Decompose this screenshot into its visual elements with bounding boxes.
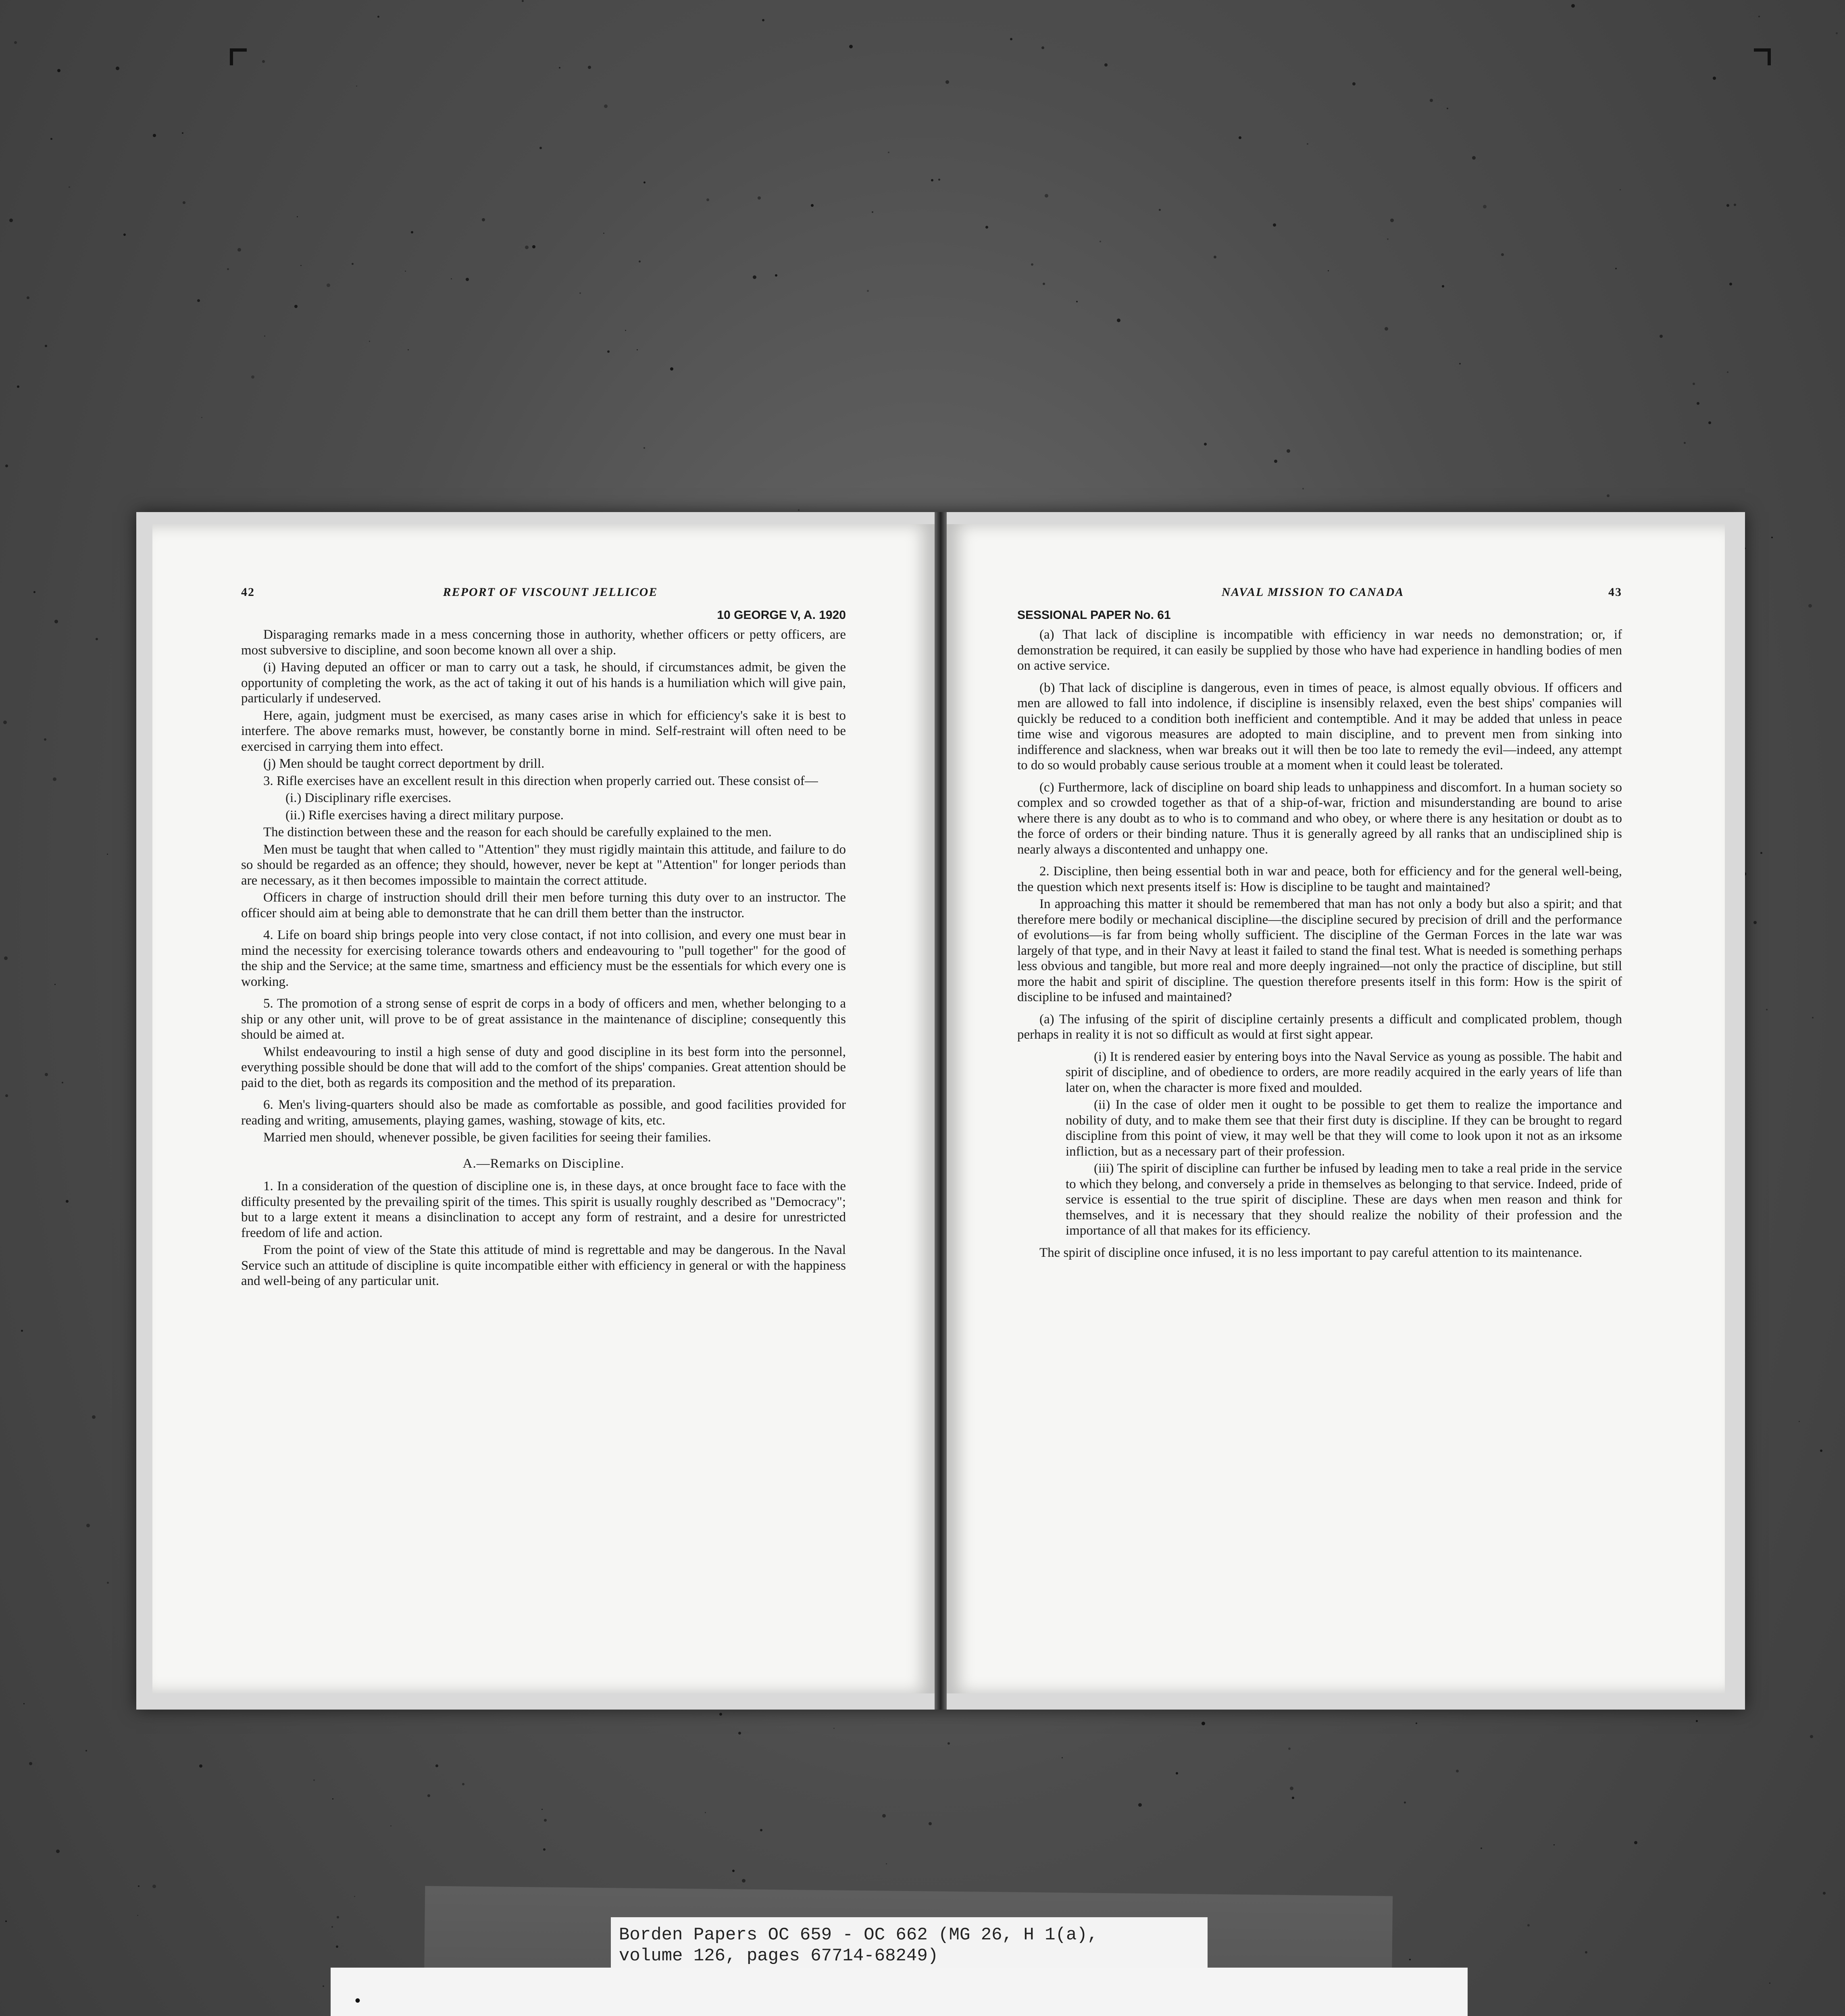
film-speck	[138, 1885, 140, 1887]
film-speck	[45, 345, 47, 347]
film-speck	[1760, 852, 1762, 854]
film-speck	[833, 1728, 835, 1729]
film-speck	[705, 1812, 706, 1813]
film-speck	[33, 591, 35, 593]
film-speck	[1634, 1841, 1637, 1844]
left-page-column	[241, 585, 846, 1291]
film-speck	[1104, 63, 1108, 67]
film-speck	[227, 268, 229, 270]
film-speck	[237, 248, 241, 252]
paragraph: 6. Men's living-quarters should also be made as comfortable as possible, and good facilities provided for reading and writing, amusements, playing games, washing, stowage of kits, etc.	[241, 1098, 846, 1128]
paragraph: (ii) In the case of older men it ought to be possible to get them to realize the importance and nobility of duty, and to make them see that their first duty is discipline. If they can be brought to regard discipline from this point of view, it may well be that they will come to look upon it not as an irksome infliction, but as a necessary part of their profession.	[1066, 1098, 1622, 1159]
film-speck	[775, 274, 777, 277]
film-speck	[44, 738, 46, 741]
film-speck	[1430, 99, 1433, 102]
film-speck	[183, 201, 185, 204]
paragraph: Married men should, whenever possible, be given facilities for seeing their families.	[263, 1130, 711, 1145]
film-speck	[1585, 1951, 1587, 1954]
film-speck	[607, 350, 610, 353]
paragraph: Whilst endeavouring to instil a high sense of duty and good discipline in its best form into the personnel, everything possible should be done that will add to the comfort of the ships' companies. Great attention should be paid to the diet, both as regards its composition and the method of its preparation.	[241, 1044, 846, 1090]
film-speck	[1409, 1959, 1411, 1960]
film-speck	[313, 1779, 315, 1781]
film-speck	[1771, 537, 1773, 538]
card-mark: •	[355, 1992, 361, 2010]
film-speck	[116, 67, 119, 70]
right-subhead: SESSIONAL PAPER No. 61	[1017, 608, 1171, 622]
paragraph: In approaching this matter it should be remembered that man has not only a body but also a spirit; and that therefore mere bodily or mechanical discipline—the discipline secured by precision of drill and the performance of evolutions—is far from being wholly sufficient. The discipline of the German Forces in the late war was largely of that type, and in their Navy at least it failed to stand the final test. What is needed is something perhaps less obvious and tangible, but more real and more deeply ingrained—not only the practice of discipline, but still more the habit and spirit of discipline. The question therefore presents itself in this form: How is the spirit of discipline to be infused and maintained?	[1017, 897, 1622, 1004]
film-speck	[1713, 77, 1716, 80]
film-speck	[66, 1200, 69, 1203]
film-speck	[1769, 1983, 1770, 1984]
film-speck	[352, 263, 354, 265]
paragraph: (i) Having deputed an officer or man to carry out a task, he should, if circumstances admit, be given the opportunity of completing the work, as the act of taking it out of his hands is a humiliation which will give pain, particularly if undeserved.	[241, 660, 846, 706]
film-speck	[1214, 256, 1216, 258]
film-speck	[559, 67, 560, 69]
film-speck	[377, 16, 379, 18]
paragraph: The spirit of discipline once infused, it is no less important to pay careful attention to its maintenance.	[1039, 1245, 1583, 1260]
left-running-head	[241, 585, 846, 600]
left-page-number: 42	[241, 585, 255, 599]
film-speck	[390, 1825, 391, 1826]
film-speck	[1472, 156, 1476, 160]
paragraph: (iii) The spirit of discipline can further be infused by leading men to take a real pride in the service to which they belong, and conversely a pride in themselves as belonging to that service. Indeed, pride of service is essential to the true spirit of discipline. These are days when men reason and think for themselves, and it is necessary that they should realize the nobility of their profession and the importance of all that makes for its efficiency.	[1066, 1161, 1622, 1238]
film-speck	[637, 349, 638, 350]
film-speck	[1138, 1803, 1142, 1807]
left-page-text	[241, 627, 846, 1289]
film-speck	[1302, 488, 1304, 489]
film-speck	[262, 60, 265, 63]
film-speck	[882, 1814, 886, 1818]
film-speck	[197, 299, 200, 302]
film-speck	[354, 1896, 355, 1897]
film-speck	[1307, 143, 1308, 145]
film-speck	[153, 134, 156, 137]
film-speck	[300, 265, 302, 266]
film-speck	[1100, 241, 1101, 242]
film-speck	[56, 1849, 60, 1853]
film-speck	[886, 1863, 887, 1864]
right-page	[947, 524, 1725, 1693]
film-speck	[1553, 1844, 1555, 1845]
film-speck	[579, 292, 581, 294]
film-speck	[45, 1073, 48, 1076]
film-speck	[762, 19, 764, 21]
film-speck	[643, 181, 646, 183]
film-speck	[1239, 136, 1241, 139]
film-speck	[451, 278, 452, 279]
paragraph: Here, again, judgment must be exercised, as many cases arise in which for efficiency's sake it is best to interfere. The above remarks must, however, be constantly borne in mind. Self-restraint will often need to be exercised in carrying them into effect.	[241, 708, 846, 754]
film-speck	[1729, 283, 1732, 285]
film-speck	[199, 1764, 202, 1768]
film-speck	[1202, 1722, 1205, 1725]
film-speck	[1481, 1847, 1482, 1849]
film-speck	[466, 278, 469, 281]
film-speck	[719, 1713, 722, 1716]
film-speck	[1696, 1720, 1698, 1722]
film-speck	[54, 620, 58, 623]
film-speck	[1274, 460, 1277, 463]
paragraph: 1. In a consideration of the question of discipline one is, in these days, at once brought face to face with the difficulty presented by the prevailing spirit of the times. This spirit is usually roughly described as "Democracy"; but to a large extent it means a disinclination to accept any form of restraint, and a desire for unrestricted freedom of life and action.	[241, 1179, 846, 1240]
film-speck	[57, 69, 60, 72]
film-speck	[1483, 205, 1487, 208]
film-speck	[1727, 371, 1728, 373]
film-speck	[588, 66, 591, 69]
film-speck	[670, 367, 673, 371]
film-speck	[541, 1809, 543, 1810]
film-speck	[1615, 268, 1617, 269]
film-speck	[337, 1916, 339, 1918]
paragraph: (a) The infusing of the spirit of discipline certainly presents a difficult and complicated problem, though perhaps in reality it is not so difficult as would at first sight appear.	[1017, 1012, 1622, 1042]
film-speck	[462, 1783, 464, 1785]
film-speck	[86, 1524, 90, 1527]
film-speck	[1812, 1017, 1814, 1018]
film-speck	[1726, 204, 1729, 207]
film-speck	[544, 1819, 547, 1822]
paragraph: A.—Remarks on Discipline.	[462, 1156, 625, 1171]
collection-label-line: Borden Papers OC 659 - OC 662 (MG 26, H 1(a),	[619, 1925, 1098, 1945]
film-speck	[798, 509, 800, 511]
film-speck	[85, 1750, 87, 1752]
film-speck	[29, 1762, 32, 1765]
film-speck	[1693, 383, 1695, 385]
paragraph: (j) Men should be taught correct deportment by drill.	[263, 756, 545, 771]
film-speck	[1387, 238, 1389, 240]
open-book	[136, 512, 1745, 1710]
film-speck	[1045, 194, 1048, 198]
film-speck	[482, 218, 485, 221]
film-speck	[435, 1764, 438, 1767]
film-speck	[251, 375, 254, 379]
film-speck	[405, 271, 406, 272]
paragraph: Officers in charge of instruction should drill their men before turning this duty over to an instructor. The officer should aim at being able to demonstrate that he can drill them better than the instructor.	[241, 890, 846, 921]
film-speck	[1447, 108, 1448, 109]
right-running-head	[1017, 585, 1622, 600]
film-speck	[738, 1732, 741, 1735]
film-speck	[1288, 1747, 1291, 1750]
film-speck	[54, 984, 56, 985]
right-page-number: 43	[1608, 585, 1622, 599]
film-speck	[1459, 363, 1461, 364]
collection-label-line: volume 126, pages 67714-68249)	[619, 1946, 939, 1966]
paragraph: (i) It is rendered easier by entering boys into the Naval Service as young as possible. The habit and spirit of discipline, and of obedience to orders, are more readily acquired in the early years of life than later on, when the character is more fixed and moulded.	[1066, 1049, 1622, 1095]
paragraph: (c) Furthermore, lack of discipline on board ship leads to unhappiness and discomfort. In a human society so complex and so crowded together as that of a ship-of-war, friction and misunderstanding are bound to arise where there is any doubt as to who is to command and who obey, or where there is any hesitation or doubt as to the force of orders or their binding nature. Thus it is generally agreed by all ranks that an undisciplined ship is nearly always a discontented and unhappy one.	[1017, 780, 1622, 857]
film-speck	[4, 956, 8, 960]
film-speck	[1456, 1770, 1459, 1772]
paragraph: 2. Discipline, then being essential both in war and peace, both for efficiency and for the general well-being, the question which next presents itself is: How is discipline to be taught and maintained?	[1017, 864, 1622, 894]
film-speck	[1758, 16, 1760, 17]
left-subhead: 10 GEORGE V, A. 1920	[717, 608, 846, 622]
film-speck	[1328, 270, 1329, 271]
film-speck	[96, 638, 98, 640]
film-speck	[1117, 319, 1120, 322]
film-speck	[1290, 1787, 1293, 1790]
film-speck	[1607, 494, 1610, 497]
film-speck	[1041, 46, 1044, 49]
film-speck	[69, 186, 70, 188]
film-speck	[625, 330, 626, 331]
paragraph: (ii.) Rifle exercises having a direct military purpose.	[285, 808, 564, 823]
film-speck	[411, 231, 413, 233]
film-speck	[525, 246, 529, 249]
film-speck	[758, 196, 761, 200]
film-speck	[1708, 421, 1711, 424]
film-speck	[1031, 263, 1033, 266]
paragraph: (i.) Disciplinary rifle exercises.	[285, 791, 452, 805]
film-speck	[753, 275, 756, 279]
film-speck	[985, 226, 988, 229]
left-page	[152, 524, 935, 1693]
archives-card	[331, 1968, 1468, 2016]
film-speck	[123, 233, 126, 236]
film-speck	[107, 1582, 109, 1584]
film-speck	[23, 1703, 25, 1704]
film-speck	[1176, 1772, 1178, 1774]
film-speck	[5, 464, 8, 467]
film-speck	[323, 1985, 324, 1987]
film-speck	[1753, 921, 1757, 924]
film-speck	[152, 1885, 156, 1888]
film-speck	[1273, 223, 1276, 227]
film-speck	[336, 1945, 338, 1948]
film-speck	[1385, 327, 1388, 331]
film-speck	[543, 1848, 546, 1851]
film-speck	[1159, 209, 1161, 211]
film-speck	[1808, 604, 1812, 608]
paragraph: (b) That lack of discipline is dangerous, even in times of peace, is almost equally obvious. If officers and men are allowed to fall into indolence, if discipline is insensibly relaxed, even the best ships' companies will quickly be reduced to a condition both inefficient and contemptible. And it may be added that unless in peace time wise and vigorous measures are adopted to main discipline, and to prevent men from sinking into indifference and slackness, when war breaks out it will then be too late to remedy the evil—indeed, any attempt to do so would probably cause serious trouble at a moment when it could least be tolerated.	[1017, 680, 1622, 773]
film-speck	[643, 447, 645, 449]
film-speck	[5, 1094, 8, 1097]
paragraph: 5. The promotion of a strong sense of esprit de corps in a body of officers and men, whether belonging to a ship or any other unit, will prove to be of great assistance in the maintenance of discipline; consequently this should be aimed at.	[241, 996, 846, 1042]
film-speck	[50, 138, 52, 140]
film-speck	[532, 245, 535, 248]
paragraph: The distinction between these and the reason for each should be carefully explained to the men.	[263, 825, 772, 839]
film-speck	[522, 0, 524, 2]
film-speck	[408, 349, 409, 350]
paragraph: Men must be taught that when called to "Attention" they must rigidly maintain this attitude, and failure to do so should be regarded as an offence; they should, however, never be kept at "Attention" for longer periods than are necessary, as it then becomes impossible to maintain the correct attitude.	[241, 842, 846, 888]
film-speck	[732, 1870, 735, 1872]
film-speck	[1390, 219, 1394, 222]
film-speck	[1076, 301, 1078, 302]
paragraph: (a) That lack of discipline is incompatible with efficiency in war needs no demonstration; or, if demonstration be required, it can easily be supplied by those who have had experience in handling bodies of men on active service.	[1017, 627, 1622, 673]
film-speck	[742, 1879, 745, 1883]
film-speck	[1820, 1450, 1822, 1452]
film-speck	[1527, 1924, 1530, 1926]
film-speck	[872, 211, 873, 213]
film-speck	[1799, 1421, 1800, 1422]
frame-corner-mark	[1754, 48, 1771, 65]
paragraph: 4. Life on board ship brings people into very close contact, if not into collision, and every one must bear in mind the necessity for exercising tolerance towards others and endeavouring to "pull together" for the good of the ship and the Service; at the same time, smartness and efficiency must be the essentials for which every one is working.	[241, 928, 846, 989]
film-speck	[929, 1822, 932, 1825]
film-speck	[21, 1330, 23, 1332]
film-speck	[1043, 283, 1045, 285]
film-speck	[1287, 449, 1290, 453]
left-running-title: REPORT OF VISCOUNT JELLICOE	[443, 585, 658, 599]
paragraph: Disparaging remarks made in a mess concerning those in authority, whether officers or petty officers, are most subversive to discipline, and soon become known all over a ship.	[241, 627, 846, 658]
film-speck	[327, 283, 330, 287]
film-speck	[356, 85, 357, 87]
frame-corner-mark	[230, 48, 247, 65]
film-speck	[297, 216, 298, 217]
book-gutter	[935, 512, 947, 1710]
film-speck	[938, 179, 940, 181]
film-speck	[107, 854, 108, 855]
film-speck	[5, 1920, 7, 1922]
film-speck	[14, 41, 17, 44]
film-speck	[1660, 335, 1663, 338]
film-speck	[17, 385, 19, 388]
film-speck	[27, 296, 29, 299]
film-speck	[3, 721, 7, 724]
film-speck	[849, 45, 853, 48]
film-speck	[294, 305, 298, 308]
film-speck	[604, 104, 608, 108]
film-speck	[539, 147, 542, 149]
film-speck	[53, 777, 56, 781]
film-speck	[603, 233, 604, 234]
film-speck	[1404, 1801, 1406, 1804]
film-speck	[1836, 32, 1838, 34]
film-speck	[931, 179, 933, 181]
right-page-column	[1017, 585, 1622, 1262]
film-speck	[1062, 1757, 1063, 1758]
film-speck	[1684, 442, 1686, 444]
film-speck	[1442, 285, 1444, 287]
film-speck	[137, 1915, 138, 1916]
film-speck	[639, 260, 641, 262]
film-speck	[1823, 1892, 1826, 1895]
film-speck	[332, 1798, 333, 1799]
film-speck	[1416, 1722, 1417, 1724]
film-speck	[62, 1082, 63, 1083]
film-speck	[1204, 443, 1207, 446]
film-speck	[201, 417, 202, 418]
right-running-title: NAVAL MISSION TO CANADA	[1221, 585, 1404, 599]
film-speck	[1292, 1797, 1294, 1799]
film-speck	[182, 132, 183, 134]
film-speck	[331, 1926, 333, 1928]
film-speck	[760, 1829, 762, 1831]
film-speck	[1571, 4, 1575, 8]
film-speck	[867, 290, 869, 292]
paragraph: 3. Rifle exercises have an excellent result in this direction when properly carried out. These consist of—	[263, 773, 818, 788]
film-speck	[1810, 1735, 1813, 1738]
film-speck	[811, 204, 814, 207]
film-speck	[706, 198, 709, 201]
film-speck	[1734, 204, 1736, 206]
film-speck	[9, 219, 13, 222]
film-speck	[1766, 1009, 1768, 1010]
film-speck	[947, 1742, 950, 1745]
film-speck	[1620, 189, 1621, 190]
paragraph: From the point of view of the State this attitude of mind is regrettable and may be dangerous. In the Naval Service such an attitude of discipline is quite incompatible either with efficiency in general or with the happiness and well-being of any particular unit.	[241, 1243, 846, 1288]
film-speck	[1501, 253, 1504, 256]
right-page-text	[1017, 627, 1622, 1260]
film-speck	[264, 335, 265, 337]
film-speck	[1010, 38, 1012, 40]
film-speck	[427, 1794, 430, 1797]
film-speck	[369, 341, 370, 342]
film-speck	[1352, 82, 1356, 85]
film-speck	[945, 80, 949, 84]
film-speck	[888, 152, 889, 153]
film-speck	[92, 1415, 96, 1419]
film-speck	[1697, 402, 1699, 405]
